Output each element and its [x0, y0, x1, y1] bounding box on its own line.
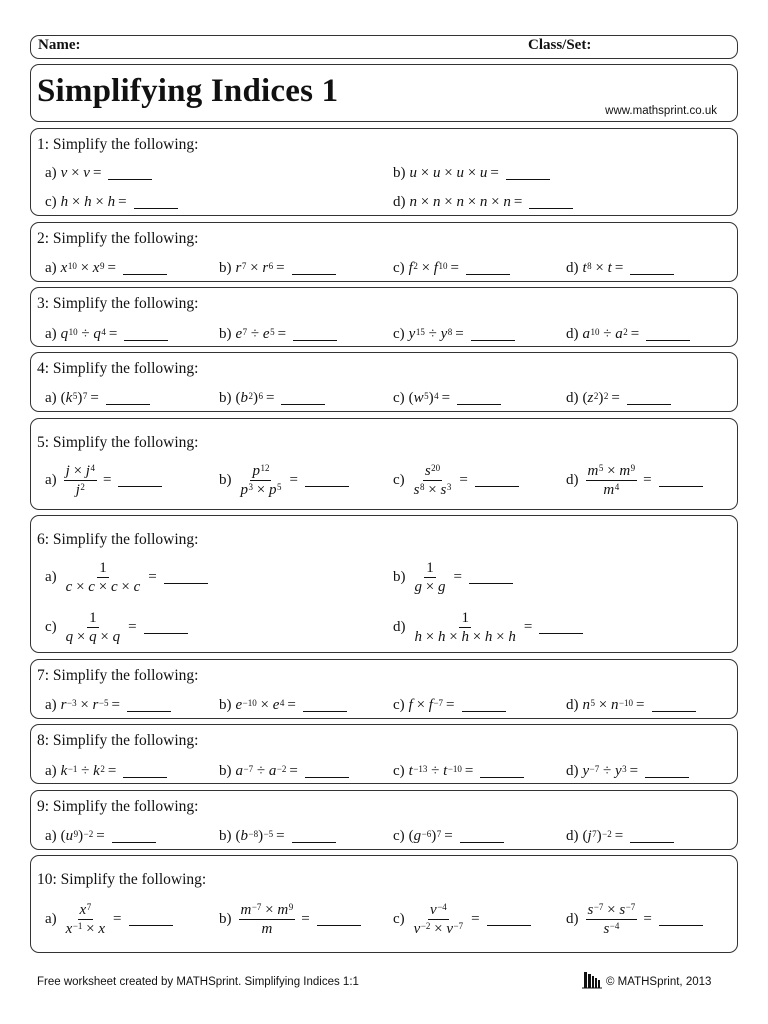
question-9-title: 9: Simplify the following:: [37, 798, 199, 815]
question-8-title: 8: Simplify the following:: [37, 732, 199, 749]
page-title: Simplifying Indices 1: [37, 73, 339, 109]
question-5-title: 5: Simplify the following:: [37, 434, 199, 451]
question-7: [30, 659, 738, 719]
class-set-label: Class/Set:: [528, 37, 592, 53]
mathsprint-logo-icon: [582, 971, 604, 989]
q2b: b) r $^7$ × r $^6$ =: [219, 260, 336, 277]
q3b: b) e $^7$ ÷ e $^5$ =: [219, 326, 337, 343]
question-6: [30, 515, 738, 653]
q7a: a) r $^{-3}$ × r $^{-5}$ =: [45, 697, 171, 714]
question-1-title: 1: Simplify the following:: [37, 136, 199, 153]
q5c: c) $\frac{s^{20}}{s^8 \times s^3}$ =: [393, 463, 519, 498]
q7c: c) f × f $^{-7}$ =: [393, 697, 506, 714]
q2a: a) x $^{10}$ × x $^9$ =: [45, 260, 167, 277]
q5d: d) $\frac{m^5 \times m^9}{m^4}$ =: [566, 463, 703, 498]
question-7-title: 7: Simplify the following:: [37, 667, 199, 684]
question-1: [30, 128, 738, 216]
q6d: d) $\frac{1}{h \times h \times h \times h \times h}$ =: [393, 610, 583, 645]
question-2: [30, 222, 738, 282]
q9a: a) ( u $^9$ ) $^{-2}$ =: [45, 828, 156, 845]
footer-credit: Free worksheet created by MATHSprint. Simplifying Indices 1:1: [37, 976, 359, 988]
q6b: b) $\frac{1}{g \times g}$ =: [393, 560, 513, 595]
q4d: d) ( z $^2$ ) $^2$ =: [566, 390, 671, 407]
question-2-title: 2: Simplify the following:: [37, 230, 199, 247]
q4c: c) ( w $^5$ ) $^4$ =: [393, 390, 501, 407]
q6a: a) $\frac{1}{c \times c \times c \times c}$ =: [45, 560, 208, 595]
q5a: a) $\frac{j \times j^4}{j^2}$ =: [45, 463, 162, 498]
q8d: d) y $^{-7}$ ÷ y $^3$ =: [566, 763, 689, 780]
q10b: b) $\frac{m^{-7} \times m^9}{m}$ =: [219, 902, 361, 937]
header-box: [30, 35, 738, 59]
q7b: b) e $^{-10}$ × e $^4$ =: [219, 697, 347, 714]
q6c: c) $\frac{1}{q \times q \times q}$ =: [45, 610, 188, 645]
q8a: a) k $^{-1}$ ÷ k $^2$ =: [45, 763, 167, 780]
question-4-title: 4: Simplify the following:: [37, 360, 199, 377]
q1c: c) h × h × h =: [45, 194, 178, 211]
question-9: [30, 790, 738, 850]
question-4: [30, 352, 738, 412]
q8c: c) t $^{-13}$ ÷ t $^{-10}$ =: [393, 763, 524, 780]
q9c: c) ( g $^{-6}$ ) $^7$ =: [393, 828, 504, 845]
title-box: [30, 64, 738, 122]
q10d: d) $\frac{s^{-7} \times s^{-7}}{s^{-4}}$ =: [566, 902, 703, 937]
q7d: d) n $^5$ × n $^{-10}$ =: [566, 697, 696, 714]
q8b: b) a $^{-7}$ ÷ a $^{-2}$ =: [219, 763, 349, 780]
q3d: d) a $^{10}$ ÷ a $^2$ =: [566, 326, 690, 343]
q2d: d) t $^8$ × t =: [566, 260, 674, 277]
q9d: d) ( j $^7$ ) $^{-2}$ =: [566, 828, 674, 845]
question-6-title: 6: Simplify the following:: [37, 531, 199, 548]
q1a: a) v × v =: [45, 165, 152, 182]
website-url: www.mathsprint.co.uk: [605, 105, 717, 117]
question-3-title: 3: Simplify the following:: [37, 295, 199, 312]
question-5: [30, 418, 738, 510]
question-3: [30, 287, 738, 347]
q1d: d) n × n × n × n × n =: [393, 194, 573, 211]
q2c: c) f $^2$ × f $^{10}$ =: [393, 260, 510, 277]
question-10: [30, 855, 738, 953]
q1b: b) u × u × u × u =: [393, 165, 550, 182]
q10c: c) $\frac{v^{-4}}{v^{-2} \times v^{-7}}$ =: [393, 902, 531, 937]
q9b: b) ( b $^{-8}$ ) $^{-5}$ =: [219, 828, 336, 845]
q4b: b) ( b $^2$ ) $^6$ =: [219, 390, 325, 407]
q5b: b) $\frac{p^{12}}{p^3 \times p^5}$ =: [219, 463, 349, 498]
q3a: a) q $^{10}$ ÷ q $^4$ =: [45, 326, 168, 343]
q3c: c) y $^{15}$ ÷ y $^8$ =: [393, 326, 515, 343]
q10a: a) $\frac{x^7}{x^{-1} \times x}$ =: [45, 902, 173, 937]
name-label: Name:: [38, 37, 81, 53]
question-8: [30, 724, 738, 784]
question-10-title: 10: Simplify the following:: [37, 871, 207, 888]
q4a: a) ( k $^5$ ) $^7$ =: [45, 390, 150, 407]
footer-copyright: © MATHSprint, 2013: [606, 976, 712, 988]
